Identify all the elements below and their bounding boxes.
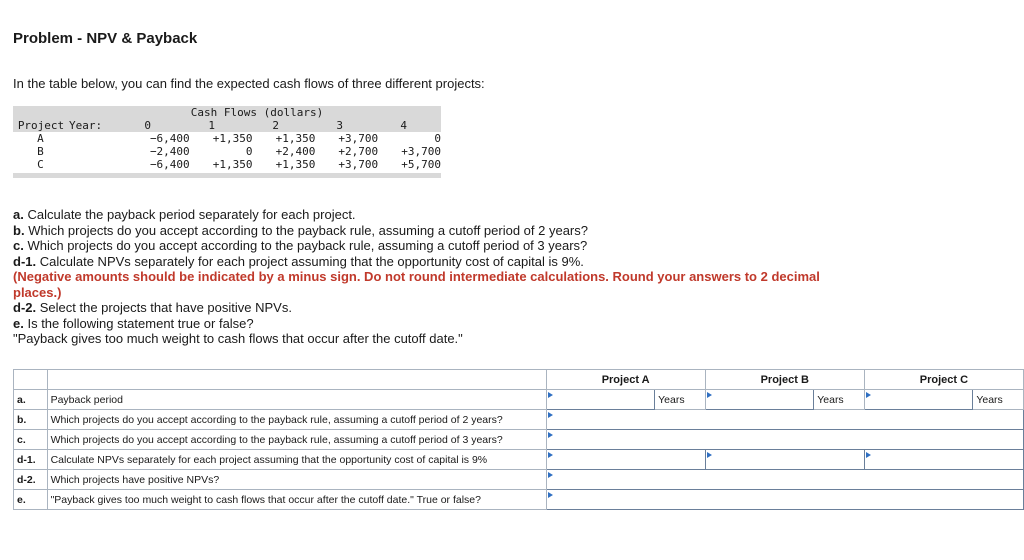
question-c: c. Which projects do you accept according to the payback rule, assuming a cutoff period of 3 years? <box>13 238 588 253</box>
page-title: Problem - NPV & Payback <box>13 30 198 47</box>
question-e: e. Is the following statement true or false? <box>13 315 254 331</box>
npv-input-a[interactable] <box>546 450 705 470</box>
cash-value: +3,700 <box>338 132 379 145</box>
cash-value: +1,350 <box>275 132 316 145</box>
cash-value: 0 <box>434 132 441 145</box>
npv-input-c[interactable] <box>864 450 1023 470</box>
question-a: a. Calculate the payback period separately for each project. <box>13 207 356 222</box>
cash-flow-header-row <box>13 119 441 132</box>
year-4: 4 <box>400 119 407 132</box>
cash-flow-row <box>13 132 441 145</box>
cash-value: 0 <box>245 145 253 158</box>
year-2: 2 <box>272 119 279 132</box>
cash-value: +2,700 <box>338 145 379 158</box>
project-name: C <box>37 158 44 171</box>
answer-row-b: b. Which projects do you accept according to the payback rule, assuming a cutoff period of 2 years? <box>14 410 1024 430</box>
question-b: b. Which projects do you accept according to the payback rule, assuming a cutoff period of 2 years? <box>13 222 588 238</box>
cash-flow-table <box>13 106 441 178</box>
cash-flow-caption: Cash Flows (dollars) <box>13 106 441 119</box>
intro-text: In the table below, you can find the expected cash flows of three different projects: <box>13 76 485 91</box>
project-header: Project <box>17 119 65 132</box>
accept-2yr-select[interactable] <box>546 410 1023 430</box>
cash-value: +5,700 <box>401 158 441 171</box>
question-list <box>13 207 843 347</box>
accept-3yr-select[interactable] <box>546 430 1023 450</box>
answer-row-d2: d-2. Which projects have positive NPVs? <box>14 470 1024 490</box>
cash-value: +1,350 <box>212 132 253 145</box>
cash-flow-row <box>13 158 441 171</box>
cash-value: −2,400 <box>149 145 190 158</box>
cash-value: +1,350 <box>212 158 253 171</box>
cash-flow-row <box>13 145 441 158</box>
cash-value: +3,700 <box>401 145 441 158</box>
answer-table <box>13 369 1024 510</box>
answer-row-e: e. "Payback gives too much weight to cash flows that occur after the cutoff date." True or false? <box>14 490 1024 510</box>
positive-npv-select[interactable] <box>546 470 1023 490</box>
payback-input-b[interactable] <box>705 390 814 410</box>
year-1: 1 <box>208 119 215 132</box>
answer-row-d1: d-1. Calculate NPVs separately for each project assuming that the opportunity cost of capital is 9% <box>14 450 1024 470</box>
rounding-note: (Negative amounts should be indicated by a minus sign. Do not round intermediate calculations. Round your answers to 2 decimal places.) <box>13 269 820 300</box>
answer-row-c: c. Which projects do you accept according to the payback rule, assuming a cutoff period of 3 years? <box>14 430 1024 450</box>
table-divider <box>13 173 441 178</box>
question-d1: d-1. Calculate NPVs separately for each project assuming that the opportunity cost of capital is 9%. <box>13 253 584 269</box>
payback-input-a[interactable] <box>546 390 655 410</box>
true-false-select[interactable] <box>546 490 1023 510</box>
statement: "Payback gives too much weight to cash flows that occur after the cutoff date." <box>13 331 463 346</box>
payback-input-c[interactable] <box>864 390 973 410</box>
header-project-b: Project B <box>705 370 864 390</box>
cash-value: +3,700 <box>338 158 379 171</box>
cash-value: +2,400 <box>275 145 316 158</box>
header-project-c: Project C <box>864 370 1023 390</box>
answer-row-a: a. Payback period Years Years Years <box>14 390 1024 410</box>
project-name: A <box>37 132 44 145</box>
question-d2: d-2. Select the projects that have positive NPVs. <box>13 300 292 315</box>
cash-value: −6,400 <box>149 158 190 171</box>
cash-value: +1,350 <box>275 158 316 171</box>
header-project-a: Project A <box>546 370 705 390</box>
year-0: 0 <box>144 119 151 132</box>
cash-value: −6,400 <box>149 132 190 145</box>
npv-input-b[interactable] <box>705 450 864 470</box>
year-header: Year: <box>69 119 103 132</box>
project-name: B <box>37 145 44 158</box>
year-3: 3 <box>336 119 343 132</box>
